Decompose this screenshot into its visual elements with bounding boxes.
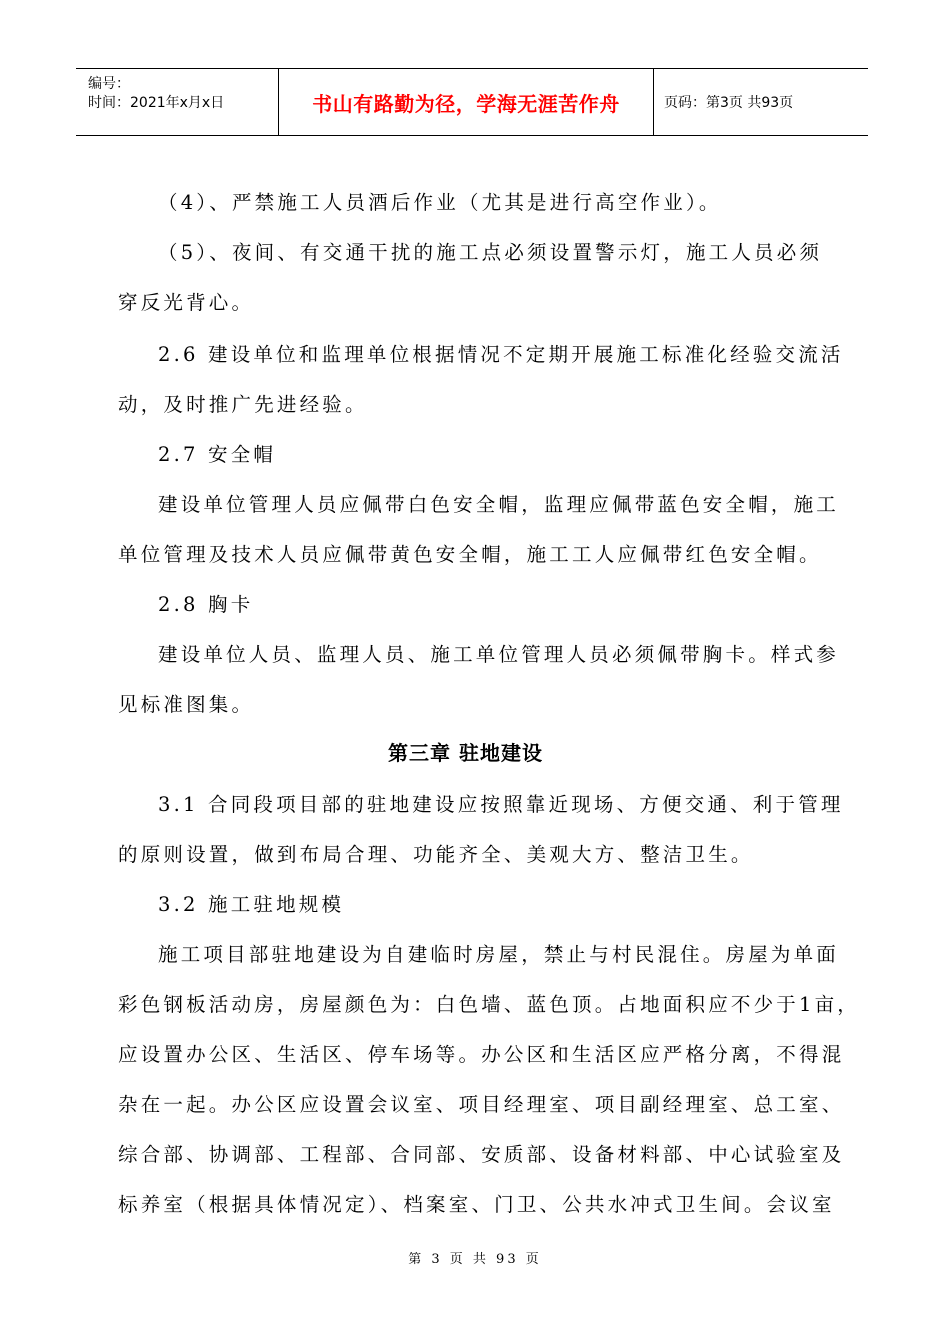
paragraph-line: （5）、夜间、有交通干扰的施工点必须设置警示灯，施工人员必须	[158, 241, 823, 264]
section-heading: 2.7 安全帽	[158, 443, 277, 466]
paragraph-line: 彩色钢板活动房，房屋颜色为：白色墙、蓝色顶。占地面积应不少于1亩，	[118, 993, 861, 1016]
paragraph-line: 施工项目部驻地建设为自建临时房屋，禁止与村民混住。房屋为单面	[158, 943, 840, 966]
header-motto: 书山有路勤为径，学海无涯苦作舟	[279, 69, 654, 135]
header-meta	[76, 69, 279, 135]
paragraph-line: 3.1 合同段项目部的驻地建设应按照靠近现场、方便交通、利于管理	[158, 793, 844, 816]
chapter-title: 第三章 驻地建设	[388, 741, 543, 765]
document-time-label: 时间：2021年x月x日	[88, 95, 225, 111]
paragraph-line: 标养室（根据具体情况定）、档案室、门卫、公共水冲式卫生间。会议室	[118, 1193, 835, 1216]
paragraph-line: 杂在一起。办公区应设置会议室、项目经理室、项目副经理室、总工室、	[118, 1093, 845, 1116]
paragraph-line: 综合部、协调部、工程部、合同部、安质部、设备材料部、中心试验室及	[118, 1143, 845, 1166]
paragraph-line: （4）、严禁施工人员酒后作业（尤其是进行高空作业）。	[158, 191, 722, 214]
paragraph-line: 建设单位人员、监理人员、施工单位管理人员必须佩带胸卡。样式参	[158, 643, 840, 666]
section-heading: 3.2 施工驻地规模	[158, 893, 345, 916]
paragraph-line: 单位管理及技术人员应佩带黄色安全帽，施工工人应佩带红色安全帽。	[118, 543, 822, 566]
paragraph-line: 穿反光背心。	[118, 291, 255, 314]
paragraph-line: 2.6 建设单位和监理单位根据情况不定期开展施工标准化经验交流活	[158, 343, 844, 366]
header-page-number: 页码：第3页 共93页	[664, 95, 794, 111]
section-heading: 2.8 胸卡	[158, 593, 254, 616]
document-number-label: 编号：	[88, 76, 130, 92]
paragraph-line: 见标准图集。	[118, 693, 255, 716]
document-header	[76, 68, 868, 136]
paragraph-line: 建设单位管理人员应佩带白色安全帽，监理应佩带蓝色安全帽，施工	[158, 493, 840, 516]
page-footer: 第 3 页 共 93 页	[408, 1252, 542, 1267]
paragraph-line: 动，及时推广先进经验。	[118, 393, 368, 416]
paragraph-line: 应设置办公区、生活区、停车场等。办公区和生活区应严格分离，不得混	[118, 1043, 845, 1066]
paragraph-line: 的原则设置，做到布局合理、功能齐全、美观大方、整洁卫生。	[118, 843, 754, 866]
